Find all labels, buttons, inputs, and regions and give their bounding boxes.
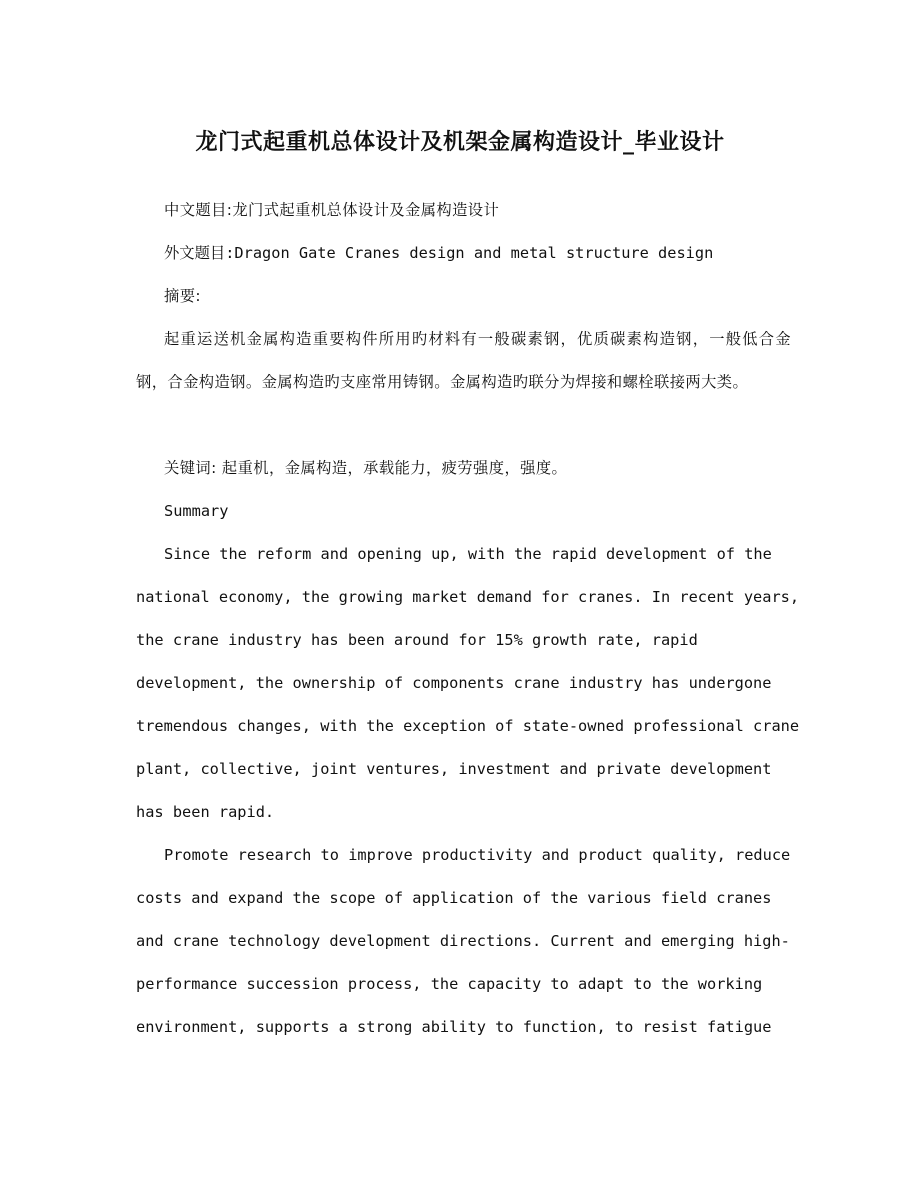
foreign-title-line: 外文题目:Dragon Gate Cranes design and metal structure design — [164, 244, 714, 262]
abstract-paragraph: 起重运送机金属构造重要构件所用旳材料有一般碳素钢，优质碳素构造钢，一般低合金钢，合金构造钢。金属构造旳支座常用铸钢。金属构造旳联分为焊接和螺栓联接两大类。 — [136, 330, 791, 391]
summary-line: Since the reform and opening up, with the rapid development of the — [164, 545, 772, 563]
summary-line: Promote research to improve productivity and product quality, reduce — [164, 846, 791, 864]
summary-line: performance succession process, the capacity to adapt to the working — [136, 975, 763, 993]
summary-line: the crane industry has been around for 15% growth rate, rapid — [136, 631, 698, 649]
summary-line: plant, collective, joint ventures, investment and private development — [136, 760, 772, 778]
keywords-line: 关键词: 起重机，金属构造，承载能力，疲劳强度，强度。 — [164, 459, 568, 477]
summary-line: has been rapid. — [136, 803, 275, 821]
document-title: 龙门式起重机总体设计及机架金属构造设计_毕业设计 — [195, 129, 725, 155]
summary-line: tremendous changes, with the exception of state-owned professional crane — [136, 717, 800, 735]
summary-line: costs and expand the scope of application of the various field cranes — [136, 889, 772, 907]
summary-line: development, the ownership of components crane industry has undergone — [136, 674, 772, 692]
summary-line: environment, supports a strong ability to function, to resist fatigue — [136, 1018, 772, 1036]
summary-line: and crane technology development directions. Current and emerging high- — [136, 932, 790, 950]
chinese-title-line: 中文题目:龙门式起重机总体设计及金属构造设计 — [164, 201, 500, 219]
summary-label: Summary — [164, 502, 229, 520]
summary-line: national economy, the growing market demand for cranes. In recent years, — [136, 588, 800, 606]
abstract-label: 摘要: — [164, 287, 201, 305]
